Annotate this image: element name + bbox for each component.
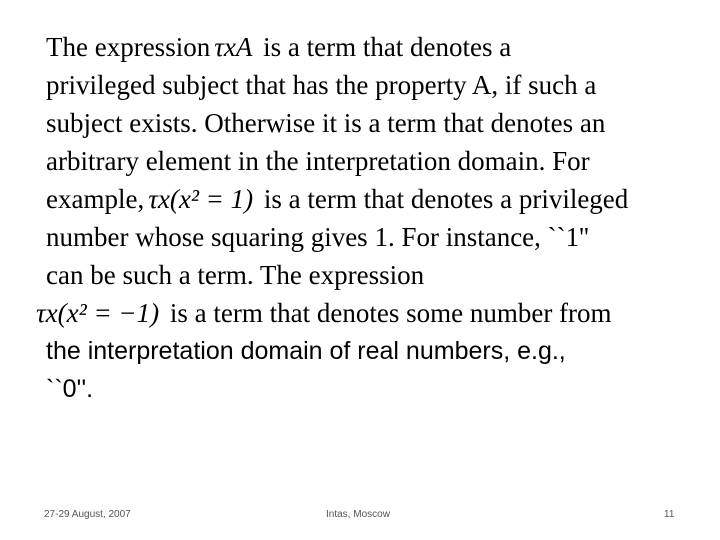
text-line-1: [46, 28, 716, 66]
text-line-2: privileged subject that has the property A, if such a: [46, 70, 597, 100]
footer-page-number: 11: [664, 509, 675, 520]
text-line-6: number whose squaring gives 1. For instance, ``1'': [46, 222, 589, 252]
math-expression-x-squared-equals-1: τx(x² = 1): [148, 184, 254, 214]
text-segment: is a term that denotes a: [256, 32, 512, 62]
text-segment: example,: [46, 184, 145, 214]
text-line-10: ``0''.: [46, 375, 94, 403]
text-segment: The expression: [46, 32, 211, 62]
footer-place: Intas, Moscow: [326, 509, 390, 520]
text-segment: is a term that denotes some number from: [163, 298, 612, 328]
text-line-9: the interpretation domain of real numbers, e.g.,: [46, 337, 566, 365]
text-line-3: subject exists. Otherwise it is a term that denotes an: [46, 108, 606, 138]
text-line-7: can be such a term. The expression: [46, 260, 425, 290]
math-expression-x-squared-equals-minus-1: τx(x² = −1): [36, 298, 160, 328]
text-line-5: [46, 180, 716, 218]
text-segment: is a term that denotes a privileged: [257, 184, 629, 214]
slide-body-text: [36, 28, 716, 408]
footer-date: 27-29 August, 2007: [44, 509, 131, 520]
text-line-8: [32, 294, 716, 332]
math-expression-tau-x-A: τxA: [214, 32, 253, 62]
text-line-4: arbitrary element in the interpretation domain. For: [46, 146, 590, 176]
